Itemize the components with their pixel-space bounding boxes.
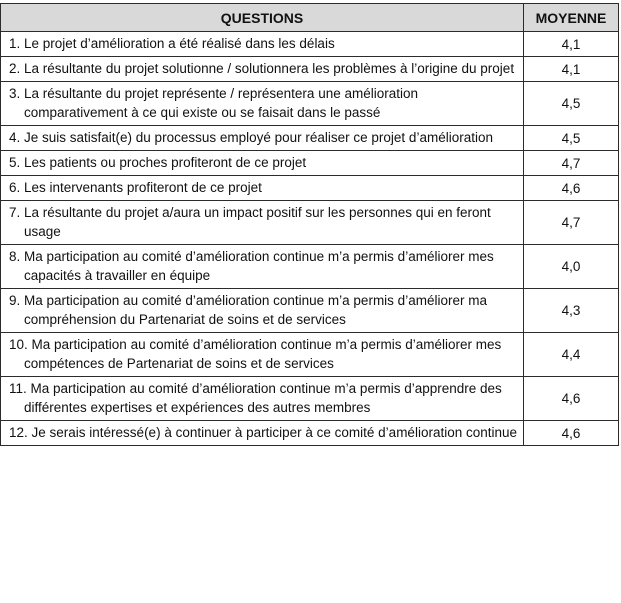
question-cell: 2. La résultante du projet solutionne / solutionnera les problèmes à l’origine du projet	[1, 57, 524, 82]
average-cell: 4,1	[524, 32, 619, 57]
table-row	[1, 421, 619, 446]
average-cell: 4,5	[524, 82, 619, 126]
moyenne-header: MOYENNE	[524, 4, 619, 32]
table-row	[1, 126, 619, 151]
table-row	[1, 151, 619, 176]
question-cell: 5. Les patients ou proches profiteront de ce projet	[1, 151, 524, 176]
average-cell: 4,3	[524, 289, 619, 333]
average-cell: 4,5	[524, 126, 619, 151]
question-cell: 6. Les intervenants profiteront de ce projet	[1, 176, 524, 201]
question-cell: 11. Ma participation au comité d’amélioration continue m’a permis d’apprendre des différentes expertises et expériences des autres membres	[1, 377, 524, 421]
table-row	[1, 176, 619, 201]
average-cell: 4,6	[524, 176, 619, 201]
average-cell: 4,1	[524, 57, 619, 82]
table-row	[1, 82, 619, 126]
question-cell: 8. Ma participation au comité d’amélioration continue m’a permis d’améliorer mes capacités à travailler en équipe	[1, 245, 524, 289]
average-cell: 4,0	[524, 245, 619, 289]
table-row	[1, 32, 619, 57]
table-row	[1, 289, 619, 333]
average-cell: 4,6	[524, 377, 619, 421]
table-row	[1, 377, 619, 421]
question-cell: 7. La résultante du projet a/aura un impact positif sur les personnes qui en feront usage	[1, 201, 524, 245]
average-cell: 4,4	[524, 333, 619, 377]
question-cell: 12. Je serais intéressé(e) à continuer à participer à ce comité d’amélioration continue	[1, 421, 524, 446]
average-cell: 4,7	[524, 201, 619, 245]
average-cell: 4,7	[524, 151, 619, 176]
average-cell: 4,6	[524, 421, 619, 446]
question-cell: 9. Ma participation au comité d’amélioration continue m’a permis d’améliorer ma compréhension du Partenariat de soins et de services	[1, 289, 524, 333]
table-row	[1, 57, 619, 82]
survey-results-table	[0, 3, 619, 446]
question-cell: 10. Ma participation au comité d’amélioration continue m’a permis d’améliorer mes compétences de Partenariat de soins et de services	[1, 333, 524, 377]
table-header-row	[1, 4, 619, 32]
question-cell: 3. La résultante du projet représente / représentera une amélioration comparativement à ce qui existe ou se faisait dans le passé	[1, 82, 524, 126]
question-cell: 4. Je suis satisfait(e) du processus employé pour réaliser ce projet d’amélioration	[1, 126, 524, 151]
questions-header: QUESTIONS	[1, 4, 524, 32]
question-cell: 1. Le projet d’amélioration a été réalisé dans les délais	[1, 32, 524, 57]
table-row	[1, 245, 619, 289]
table-row	[1, 333, 619, 377]
table-row	[1, 201, 619, 245]
